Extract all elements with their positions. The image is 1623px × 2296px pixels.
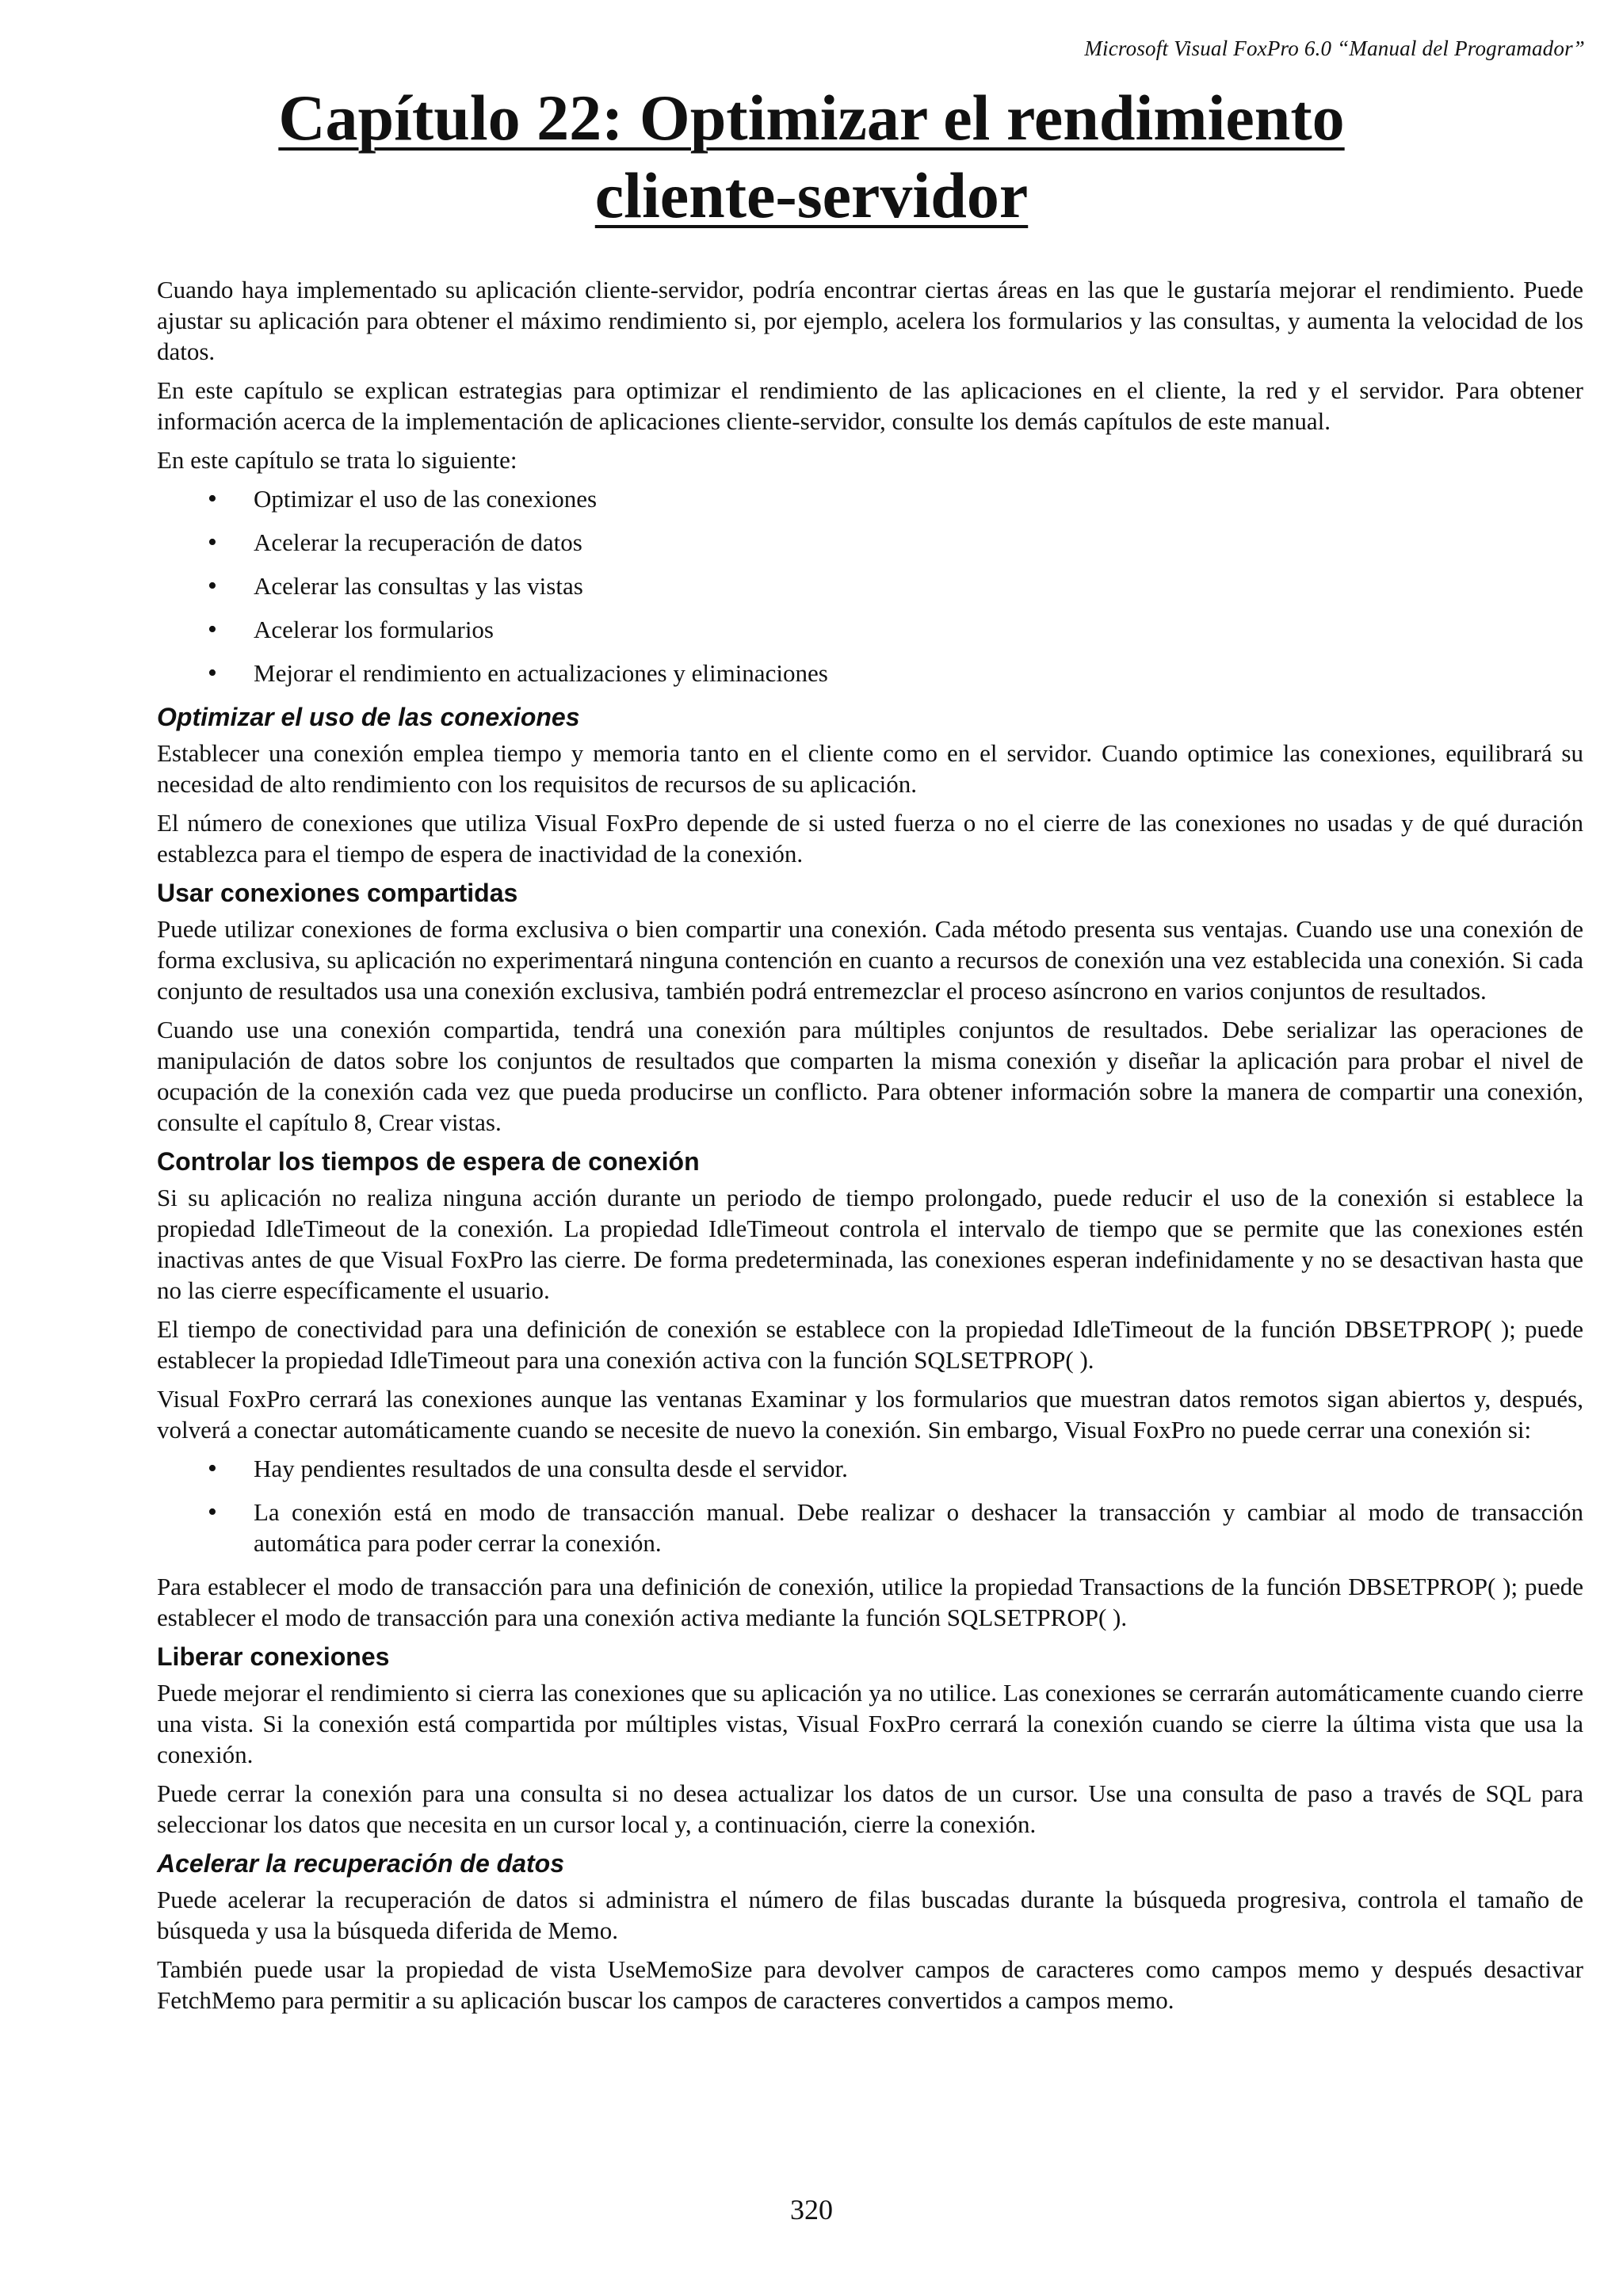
chapter-title-line-1: Capítulo 22: Optimizar el rendimiento [278,82,1345,154]
body-paragraph: Cuando use una conexión compartida, tendrá una conexión para múltiples conjuntos de resultados. Debe serializar las operaciones de manipulación de datos sobre los conjuntos de resultados que comparten la misma conexión y diseñar la aplicación para probar el nivel de ocupación de la conexión cada vez que pueda producirse un conflicto. Para obtener información sobre la manera de compartir una conexión, consulte el capítulo 8, Crear vistas. [157,1016,1583,1136]
list-item: • Acelerar las consultas y las vistas [254,570,1583,601]
body-paragraph: Puede cerrar la conexión para una consulta si no desea actualizar los datos de un cursor. Use una consulta de paso a través de SQL para seleccionar los datos que necesita en un cursor local y, a continuación, cierre la conexión. [157,1779,1583,1838]
body-paragraph: Puede mejorar el rendimiento si cierra las conexiones que su aplicación ya no utilice. Las conexiones se cerrarán automáticamente cuando cierre una vista. Si la conexión está compartida por múltiples vistas, Visual FoxPro cerrará la conexión cuando se cierre la última vista que usa la conexión. [157,1679,1583,1768]
running-header: Microsoft Visual FoxPro 6.0 “Manual del Programador” [1084,36,1585,60]
page-number: 320 [790,2194,833,2225]
intro-paragraph: En este capítulo se explican estrategias para optimizar el rendimiento de las aplicaciones en el cliente, la red y el servidor. Para obtener información acerca de la implementación de aplicaciones cliente-servidor, consulte los demás capítulos de este manual. [157,376,1583,435]
body-paragraph: Establecer una conexión emplea tiempo y memoria tanto en el cliente como en el servidor. Cuando optimice las conexiones, equilibrará su necesidad de alto rendimiento con los requisitos de recursos de su aplicación. [157,739,1583,798]
subsection-heading-conexiones-compartidas: Usar conexiones compartidas [157,879,518,907]
intro-paragraph: Cuando haya implementado su aplicación cliente-servidor, podría encontrar ciertas áreas en las que le gustaría mejorar el rendimiento. Puede ajustar su aplicación para obtener el máximo rendimiento si, por ejemplo, acelera los formularios y las consultas, y aumenta la velocidad de los datos. [157,276,1583,365]
body-paragraph: El tiempo de conectividad para una definición de conexión se establece con la propiedad IdleTimeout de la función DBSETPROP( ); puede establecer la propiedad IdleTimeout para una conexión activa con la función SQLSETPROP( ). [157,1315,1583,1374]
list-item: • La conexión está en modo de transacción manual. Debe realizar o deshacer la transacción y cambiar al modo de transacción automática para poder cerrar la conexión. [254,1497,1583,1558]
list-item: • Acelerar la recuperación de datos [254,527,1583,558]
section-heading-optimizar-conexiones: Optimizar el uso de las conexiones [157,703,580,731]
body-paragraph: También puede usar la propiedad de vista UseMemoSize para devolver campos de caracteres como campos memo y después desactivar FetchMemo para permitir a su aplicación buscar los campos de caracteres convertidos a campos memo. [157,1955,1583,2014]
list-item: • Optimizar el uso de las conexiones [254,483,1583,514]
body-paragraph: Si su aplicación no realiza ninguna acción durante un periodo de tiempo prolongado, puede reducir el uso de la conexión si establece la propiedad IdleTimeout de la conexión. La propiedad IdleTimeout controla el intervalo de tiempo que se permite que las conexiones estén inactivas antes de que Visual FoxPro las cierre. De forma predeterminada, las conexiones esperan indefinidamente y no se desactivan hasta que no las cierre específicamente el usuario. [157,1184,1583,1304]
chapter-title-line-2: cliente-servidor [594,159,1029,231]
body-paragraph: El número de conexiones que utiliza Visual FoxPro depende de si usted fuerza o no el cierre de las conexiones no usadas y de qué duración establezca para el tiempo de espera de inactividad de la conexión. [157,809,1583,868]
subsection-heading-liberar-conexiones: Liberar conexiones [157,1642,390,1671]
subsection-heading-tiempos-espera: Controlar los tiempos de espera de conexión [157,1147,700,1176]
body-paragraph: Puede acelerar la recuperación de datos si administra el número de filas buscadas durante la búsqueda progresiva, controla el tamaño de búsqueda y usa la búsqueda diferida de Memo. [157,1886,1583,1944]
body-paragraph: Visual FoxPro cerrará las conexiones aunque las ventanas Examinar y los formularios que muestran datos remotos sigan abiertos y, después, volverá a conectar automáticamente cuando se necesite de nuevo la conexión. Sin embargo, Visual FoxPro no puede cerrar una conexión si: [157,1385,1583,1444]
intro-paragraph: En este capítulo se trata lo siguiente: [157,446,517,474]
section-heading-acelerar-recuperacion: Acelerar la recuperación de datos [157,1849,564,1878]
close-conditions-list [157,1453,1583,1558]
list-item: • Hay pendientes resultados de una consulta desde el servidor. [254,1453,1583,1484]
chapter-title [0,79,1623,235]
list-item: • Acelerar los formularios [254,614,1583,645]
chapter-topics-list [157,483,1583,688]
page-body [157,274,1583,2023]
list-item: • Mejorar el rendimiento en actualizaciones y eliminaciones [254,658,1583,688]
body-paragraph: Puede utilizar conexiones de forma exclusiva o bien compartir una conexión. Cada método presenta sus ventajas. Cuando use una conexión de forma exclusiva, su aplicación no experimentará ninguna contención en cuanto a recursos de conexión una vez establecida una conexión. Si cada conjunto de resultados usa una conexión exclusiva, también podrá entremezclar el proceso asíncrono en varios conjuntos de resultados. [157,915,1583,1005]
body-paragraph: Para establecer el modo de transacción para una definición de conexión, utilice la propiedad Transactions de la función DBSETPROP( ); puede establecer el modo de transacción para una conexión activa mediante la función SQLSETPROP( ). [157,1573,1583,1631]
